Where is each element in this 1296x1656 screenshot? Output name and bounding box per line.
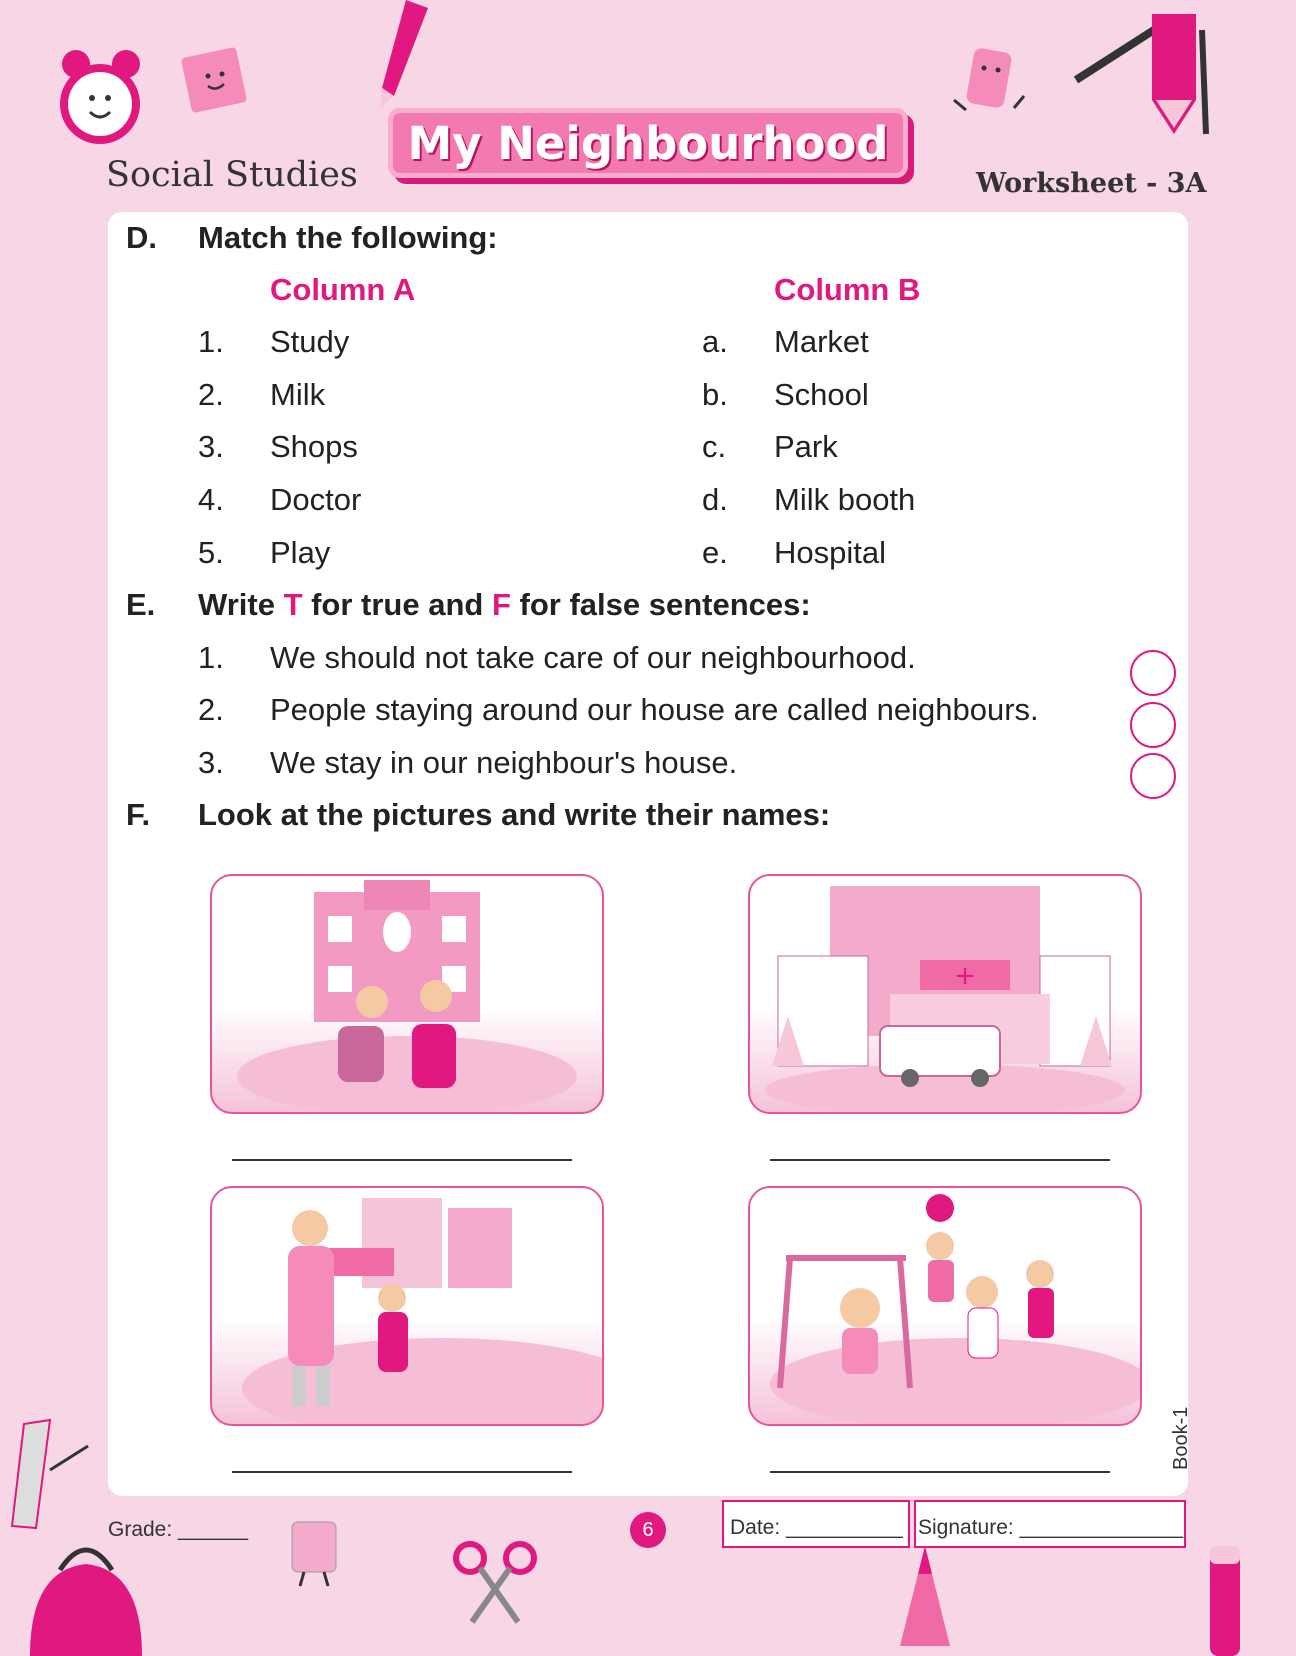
tf-num: 2. xyxy=(198,692,224,727)
alarm-clock-icon xyxy=(52,42,148,152)
column-a-heading: Column A xyxy=(270,272,416,307)
section-e-letter: E. xyxy=(126,587,156,622)
col-b-num: e. xyxy=(702,535,728,570)
false-letter: F xyxy=(491,587,511,622)
section-d-title: Match the following: xyxy=(198,220,498,255)
pencil-icon xyxy=(366,0,436,110)
date-box[interactable] xyxy=(722,1500,910,1548)
section-f-title: Look at the pictures and write their names: xyxy=(198,797,831,832)
crayon-mascot-icon xyxy=(880,1546,970,1656)
grade-label[interactable]: Grade: ______ xyxy=(108,1518,249,1541)
col-a-num: 2. xyxy=(198,377,224,412)
col-a-item: Shops xyxy=(270,429,358,464)
column-b-heading: Column B xyxy=(774,272,921,307)
eraser-icon xyxy=(944,44,1034,120)
col-b-item: Hospital xyxy=(774,535,886,570)
col-a-num: 5. xyxy=(198,535,224,570)
worksheet-card xyxy=(108,212,1188,1496)
worksheet-number: Worksheet - 3A xyxy=(976,168,1207,199)
col-b-item: School xyxy=(774,377,869,412)
col-a-num: 1. xyxy=(198,324,224,359)
col-a-item: Milk xyxy=(270,377,326,412)
true-letter: T xyxy=(283,587,303,622)
col-a-num: 4. xyxy=(198,482,224,517)
tf-answer-circle[interactable] xyxy=(1130,650,1176,696)
ruler-mascot-icon xyxy=(10,1410,90,1530)
tf-sentence: We should not take care of our neighbourhood. xyxy=(270,640,916,675)
col-b-item: Market xyxy=(774,324,869,359)
date-label: Date: __________ xyxy=(730,1516,903,1539)
notepad-icon xyxy=(172,46,252,118)
subject-label: Social Studies xyxy=(106,155,358,195)
park-picture xyxy=(748,1186,1142,1426)
book-label: Book-1 xyxy=(1170,1406,1192,1470)
section-d-letter: D. xyxy=(126,220,157,255)
title-banner xyxy=(388,108,908,178)
signature-label: Signature: ______________ xyxy=(918,1516,1184,1539)
page-number: 6 xyxy=(630,1512,666,1548)
market-picture xyxy=(210,1186,604,1426)
col-b-num: d. xyxy=(702,482,728,517)
col-a-item: Play xyxy=(270,535,331,570)
ruler-pencil-icon xyxy=(1072,10,1222,140)
school-picture xyxy=(210,874,604,1114)
scissors-icon xyxy=(450,1536,540,1626)
worksheet-title: My Neighbourhood xyxy=(407,116,889,170)
col-b-num: c. xyxy=(702,429,727,464)
signature-box[interactable] xyxy=(914,1500,1186,1548)
tf-num: 3. xyxy=(198,745,224,780)
answer-line[interactable] xyxy=(232,1471,572,1473)
tf-sentence: We stay in our neighbour's house. xyxy=(270,745,738,780)
col-b-num: a. xyxy=(702,324,728,359)
col-b-item: Milk booth xyxy=(774,482,916,517)
tf-sentence: People staying around our house are called neighbours. xyxy=(270,692,1039,727)
section-e-title: Write T for true and F for false sentences: xyxy=(198,587,811,622)
tf-num: 1. xyxy=(198,640,224,675)
tf-answer-circle[interactable] xyxy=(1130,753,1176,799)
col-a-item: Study xyxy=(270,324,350,359)
sharpener-icon xyxy=(282,1518,346,1588)
school-bag-icon xyxy=(20,1530,150,1656)
answer-line[interactable] xyxy=(770,1159,1110,1161)
answer-line[interactable] xyxy=(770,1471,1110,1473)
section-f-letter: F. xyxy=(126,797,151,832)
answer-line[interactable] xyxy=(232,1159,572,1161)
tf-answer-circle[interactable] xyxy=(1130,702,1176,748)
col-a-item: Doctor xyxy=(270,482,362,517)
col-b-num: b. xyxy=(702,377,728,412)
col-b-item: Park xyxy=(774,429,838,464)
hospital-picture xyxy=(748,874,1142,1114)
pen-mascot-icon xyxy=(1190,1540,1260,1656)
col-a-num: 3. xyxy=(198,429,224,464)
svg-text:+: + xyxy=(954,961,976,991)
